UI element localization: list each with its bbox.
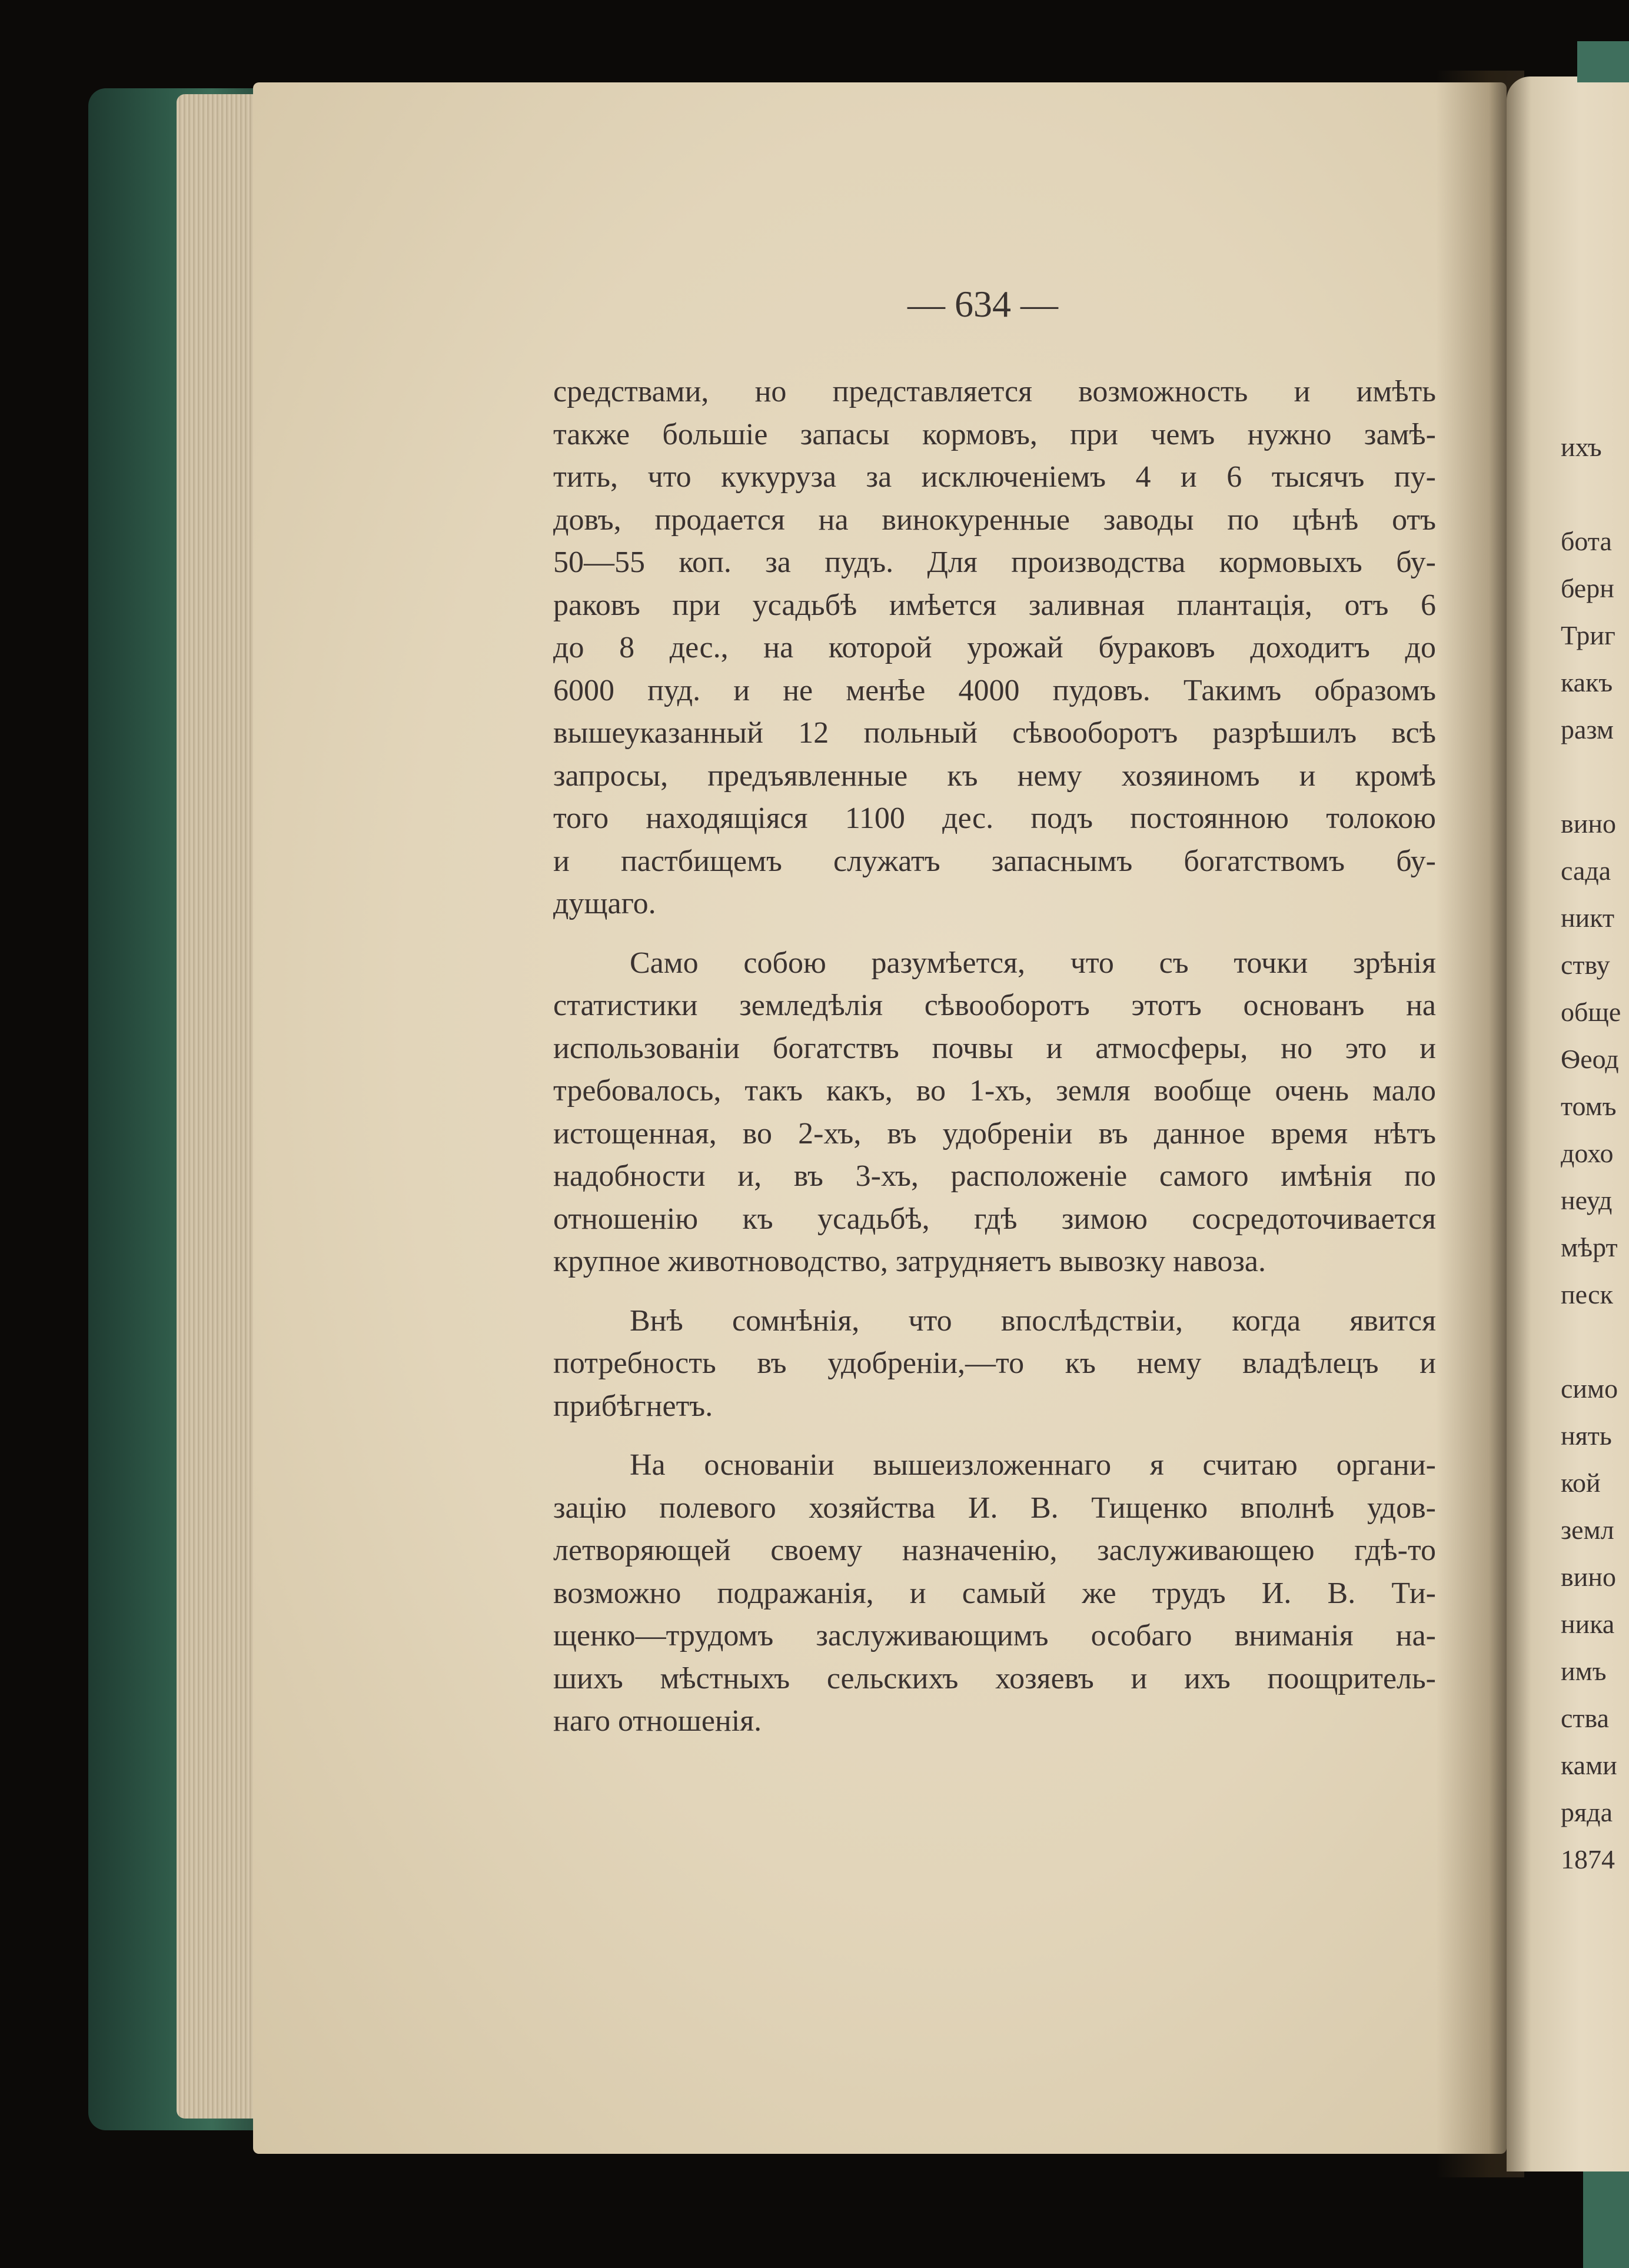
facing-line-fragment: земл [1561, 1515, 1614, 1545]
facing-line-fragment: вино [1561, 809, 1616, 839]
facing-line-fragment: Ѳеод [1561, 1044, 1619, 1074]
facing-line-fragment: вино [1561, 1562, 1616, 1592]
facing-line-fragment: разм [1561, 714, 1614, 744]
facing-line-fragment: берн [1561, 573, 1614, 603]
text-line: возможно подражанія, и самый же трудъ И. В. Ти- [553, 1576, 1436, 1610]
facing-line-fragment: ника [1561, 1609, 1615, 1639]
book-cover-right-bottom [1583, 2171, 1629, 2268]
text-line: наго отношенія. [553, 1704, 762, 1738]
text-line: На основаніи вышеизложеннаго я считаю органи- [630, 1448, 1436, 1482]
paragraph-gap [553, 1283, 1436, 1300]
text-line: зацію полевого хозяйства И. В. Тищенко вполнѣ удов- [553, 1491, 1436, 1525]
facing-line-fragment: Триг [1561, 620, 1615, 650]
facing-line-fragment: кой [1561, 1468, 1601, 1498]
facing-line-fragment: дохо [1561, 1138, 1614, 1168]
text-line: использованіи богатствъ почвы и атмосферы, но это и [553, 1031, 1436, 1065]
facing-line-fragment: ками [1561, 1750, 1617, 1780]
text-line: летворяющей своему назначенію, заслуживающею гдѣ-то [553, 1534, 1436, 1567]
facing-line-fragment: песк [1561, 1279, 1613, 1309]
text-line: раковъ при усадьбѣ имѣется заливная плантація, отъ 6 [553, 588, 1436, 622]
text-line: крупное животноводство, затрудняетъ вывозку навоза. [553, 1245, 1266, 1278]
paragraph-gap [553, 926, 1436, 942]
text-line: потребность въ удобреніи,—то къ нему владѣлецъ и [553, 1346, 1436, 1380]
facing-line-fragment: неуд [1561, 1185, 1613, 1215]
facing-line-fragment [1561, 753, 1629, 800]
text-line: требовалось, такъ какъ, во 1-хъ, земля вообще очень мало [553, 1074, 1436, 1108]
paragraph-gap [553, 1428, 1436, 1444]
facing-line-fragment: ихъ [1561, 432, 1602, 462]
main-text [553, 371, 1436, 1743]
text-line: тить, что кукуруза за исключеніемъ 4 и 6 тысячъ пу- [553, 460, 1436, 494]
facing-line-fragment [1561, 471, 1629, 518]
text-line: запросы, предъявленные къ нему хозяиномъ и кромѣ [553, 759, 1436, 793]
facing-line-fragment: никт [1561, 903, 1615, 933]
facing-line-fragment: ству [1561, 950, 1610, 980]
text-line: 50—55 коп. за пудъ. Для производства кормовыхъ бу- [553, 546, 1436, 579]
facing-line-fragment: томъ [1561, 1091, 1617, 1121]
facing-line-fragment: какъ [1561, 667, 1613, 697]
text-line: щенко—трудомъ заслуживающимъ особаго вниманія на- [553, 1619, 1436, 1652]
text-line: дущаго. [553, 887, 656, 920]
paragraph [553, 1300, 1436, 1428]
paragraph [553, 371, 1436, 926]
paragraph [553, 942, 1436, 1283]
text-line: довъ, продается на винокуренные заводы по цѣнѣ отъ [553, 503, 1436, 537]
text-line: 6000 пуд. и не менѣе 4000 пудовъ. Такимъ образомъ [553, 673, 1436, 707]
page-number: — 634 — [907, 283, 1058, 325]
facing-line-fragment: 1874 [1561, 1844, 1615, 1874]
facing-page-text [1561, 424, 1629, 1883]
facing-line-fragment: симо [1561, 1374, 1618, 1404]
facing-line-fragment: ства [1561, 1703, 1610, 1733]
text-line: шихъ мѣстныхъ сельскихъ хозяевъ и ихъ поощритель- [553, 1661, 1436, 1695]
facing-line-fragment: нять [1561, 1421, 1612, 1451]
text-line: истощенная, во 2-хъ, въ удобреніи въ данное время нѣтъ [553, 1116, 1436, 1150]
text-line: Внѣ сомнѣнія, что впослѣдствіи, когда явится [630, 1303, 1436, 1338]
facing-line-fragment: обще [1561, 997, 1621, 1027]
text-line: отношенію къ усадьбѣ, гдѣ зимою сосредоточивается [553, 1202, 1436, 1236]
facing-line-fragment: мѣрт [1561, 1232, 1618, 1262]
text-line: до 8 дес., на которой урожай бураковъ доходитъ до [553, 631, 1436, 664]
text-line: прибѣгнетъ. [553, 1389, 713, 1423]
text-line: средствами, но представляется возможность и имѣть [553, 375, 1436, 408]
text-line: и пастбищемъ служатъ запаснымъ богатствомъ бу- [553, 844, 1436, 878]
text-line: вышеуказанный 12 польный сѣвооборотъ разрѣшилъ всѣ [553, 716, 1436, 750]
paragraph [553, 1444, 1436, 1743]
facing-line-fragment: ряда [1561, 1797, 1613, 1827]
text-line: того находящіяся 1100 дес. подъ постоянною толокою [553, 802, 1436, 835]
text-line: статистики земледѣлія сѣвооборотъ этотъ основанъ на [553, 989, 1436, 1022]
text-line: надобности и, въ 3-хъ, расположеніе самого имѣнія по [553, 1159, 1436, 1193]
facing-line-fragment: сада [1561, 856, 1611, 886]
facing-line-fragment [1561, 1318, 1629, 1365]
facing-line-fragment: имъ [1561, 1656, 1607, 1686]
book-cover-right-top [1577, 41, 1629, 82]
text-line: Само собою разумѣется, что съ точки зрѣнія [630, 946, 1436, 980]
facing-line-fragment: бота [1561, 526, 1612, 556]
text-line: также большіе запасы кормовъ, при чемъ нужно замѣ- [553, 417, 1436, 451]
